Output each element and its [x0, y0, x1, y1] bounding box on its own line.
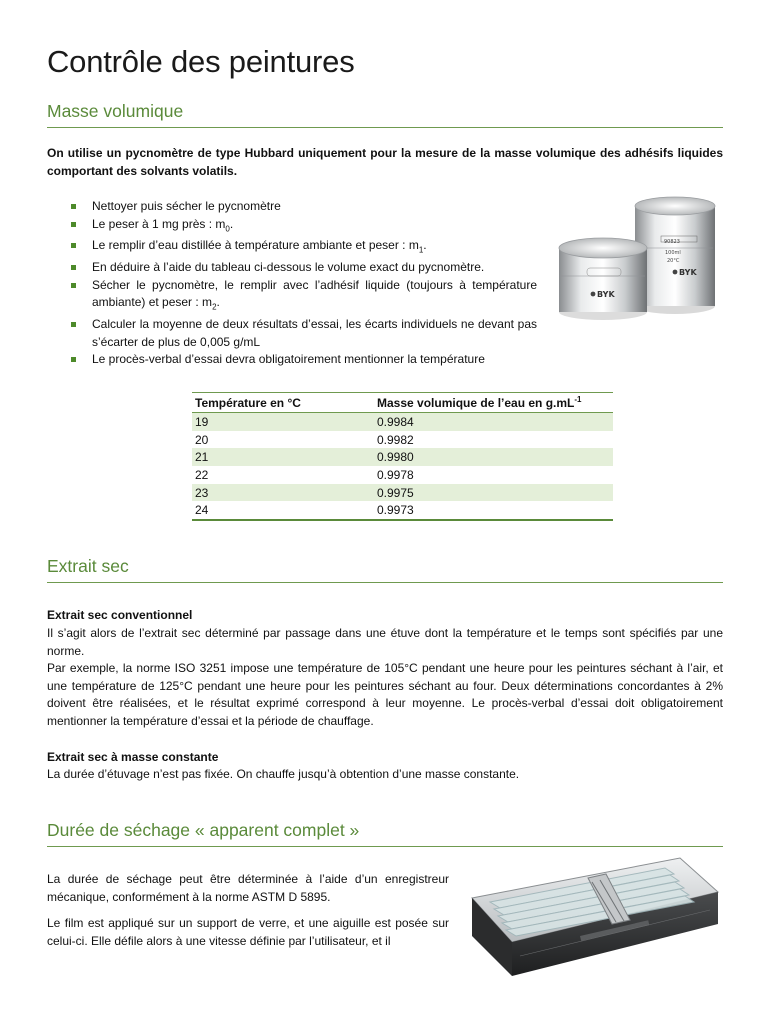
- table-row: [192, 413, 613, 431]
- procedure-step: [71, 198, 537, 216]
- bullet-square-icon: [71, 322, 76, 327]
- table-cell-temperature: 21: [192, 448, 374, 466]
- table-cell-density: 0.9982: [377, 432, 414, 447]
- engraving-volume: 100ml: [665, 250, 681, 256]
- bullet-square-icon: [71, 265, 76, 270]
- page-title: Contrôle des peintures: [47, 44, 355, 79]
- bullet-square-icon: [71, 243, 76, 248]
- bullet-square-icon: [71, 204, 76, 209]
- extrait-sec-masse-constante-text: La durée d’étuvage n’est pas fixée. On chauffe jusqu’à obtention d’une masse constante.: [47, 767, 520, 781]
- duree-sechage-procedure: Le film est appliqué sur un support de verre, et une aiguille est posée sur celui-ci. Elle défile alors à une vitesse définie par l’utilisateur, et il: [47, 916, 449, 948]
- procedure-step-text: En déduire à l’aide du tableau ci-dessous le volume exact du pycnomètre.: [92, 260, 485, 275]
- table-cell-temperature: 19: [192, 413, 374, 431]
- brand-logo-tall: BYK: [679, 268, 697, 277]
- procedure-step-text: Le peser à 1 mg près : m: [92, 216, 226, 231]
- procedure-step-tail: .: [229, 216, 234, 231]
- masse-volumique-intro: On utilise un pycnomètre de type Hubbard uniquement pour la mesure de la masse volumique des adhésifs liquides comportant des solvants volatils.: [47, 146, 723, 178]
- table-cell-temperature: 20: [195, 432, 209, 447]
- table-header-density: [374, 393, 613, 413]
- procedure-step: [71, 351, 537, 369]
- table-body: [192, 413, 613, 521]
- table-header-row: [192, 393, 613, 413]
- extrait-sec-conventionnel-title: Extrait sec conventionnel: [47, 608, 193, 622]
- table-cell-temperature: 23: [192, 484, 374, 502]
- procedure-step: [71, 237, 537, 259]
- table-row: [192, 448, 613, 466]
- procedure-step-text: Le procès-verbal d’essai devra obligatoirement mentionner la température: [92, 352, 485, 367]
- procedure-step: [71, 216, 537, 238]
- table-cell-density: 0.9984: [374, 413, 613, 431]
- procedure-step-text: Le remplir d’eau distillée à température ambiante et peser : m: [92, 238, 419, 253]
- procedure-step: [71, 259, 537, 277]
- table-header-density-text: Masse volumique de l’eau en g.mL: [377, 396, 575, 410]
- procedure-step-subscript: 0: [225, 223, 230, 233]
- procedure-step-tail: .: [423, 238, 427, 253]
- brand-logo-short: BYK: [597, 290, 615, 299]
- bullet-square-icon: [71, 283, 76, 288]
- extrait-sec-conventionnel-definition: Il s’agit alors de l’extrait sec déterminé par passage dans une étuve dont la température et le temps sont spécifiés par une norme.: [47, 626, 723, 658]
- table-cell-density: 0.9975: [374, 484, 613, 502]
- procedure-step-tail: .: [216, 295, 220, 310]
- procedure-step-subscript: 2: [212, 302, 217, 312]
- extrait-sec-conventionnel-example: Par exemple, la norme ISO 3251 impose une température de 105°C pendant une heure pour les peintures séchant à l’air, et une température de 125°C pendant une heure pour les peintures séchant au four. Deux déterminations concordantes à 2% doivent être réalisées, et le résultat exprimé correspond à leur moyenne. Le procès-verbal d’essai doit obligatoirement mentionner la température d’essai et la période de chauffage.: [47, 661, 723, 728]
- section-heading-masse-volumique: Masse volumique: [47, 101, 723, 128]
- duree-sechage-intro: La durée de séchage peut être déterminée à l’aide d’un enregistreur mécanique, conformément à la norme ASTM D 5895.: [47, 872, 449, 904]
- procedure-step-subscript: 1: [418, 245, 424, 255]
- table-cell-density: 0.9973: [377, 503, 414, 518]
- procedure-list: [71, 198, 537, 369]
- table-row: [192, 431, 613, 449]
- table-cell-density: 0.9980: [374, 448, 613, 466]
- table-cell-density: 0.9978: [377, 467, 414, 482]
- table-row: [192, 501, 613, 520]
- table-header-temperature: Température en °C: [192, 393, 374, 413]
- water-density-table: [192, 392, 613, 521]
- table-cell-temperature: 24: [195, 503, 209, 518]
- extrait-sec-masse-constante-title: Extrait sec à masse constante: [47, 750, 219, 764]
- document-page: [47, 0, 723, 1024]
- pycnometer-image: [557, 188, 723, 322]
- bullet-square-icon: [71, 222, 76, 227]
- bullet-square-icon: [71, 357, 76, 362]
- procedure-step: [71, 277, 537, 316]
- table-cell-temperature: 22: [195, 467, 209, 482]
- table-row: [192, 466, 613, 484]
- procedure-step-text: Nettoyer puis sécher le pycnomètre: [92, 199, 281, 213]
- engraving-serial: 90823: [664, 239, 680, 245]
- section-heading-duree-sechage: Durée de séchage « apparent complet »: [47, 820, 723, 847]
- drying-recorder-image: [460, 852, 723, 980]
- procedure-step-text: Sécher le pycnomètre, le remplir avec l’adhésif liquide (toujours à température ambiante) et peser : m: [92, 277, 537, 310]
- engraving-temperature: 20°C: [667, 258, 680, 264]
- section-heading-extrait-sec: Extrait sec: [47, 556, 723, 583]
- procedure-step: [71, 316, 537, 351]
- procedure-step-text: Calculer la moyenne de deux résultats d’essai, les écarts individuels ne devant pas s’écarter de plus de 0,005 g/mL: [92, 317, 537, 349]
- table-row: [192, 484, 613, 502]
- table-header-density-unit-exponent: -1: [574, 395, 582, 404]
